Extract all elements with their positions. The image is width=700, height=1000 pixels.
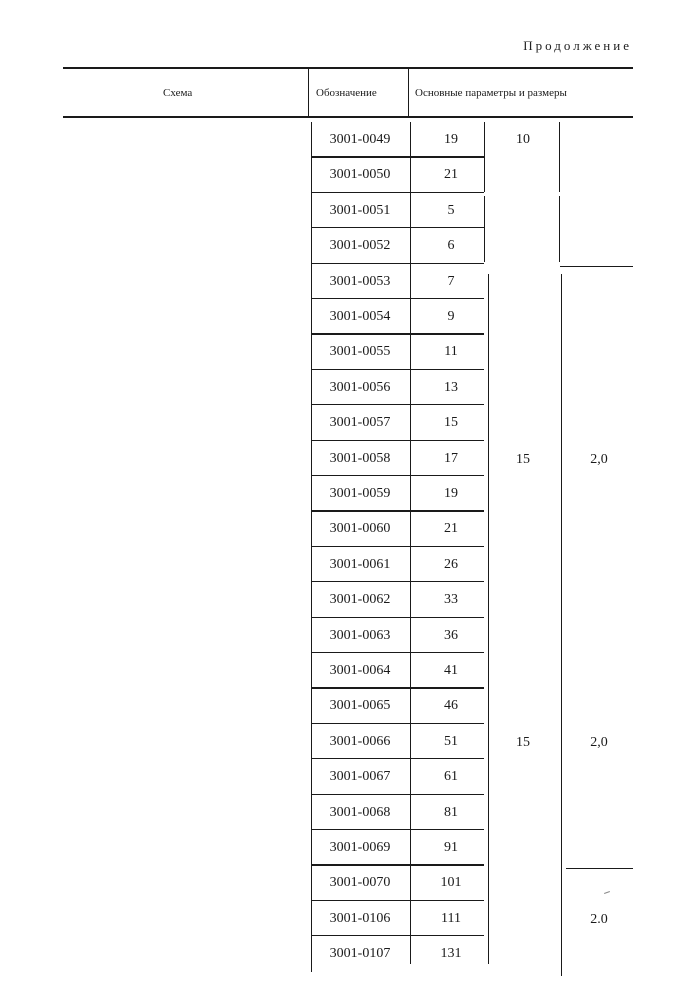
row-separator bbox=[312, 192, 484, 193]
row-separator bbox=[312, 794, 484, 795]
col-rule-param2 bbox=[488, 274, 489, 964]
col-rule-param3 bbox=[561, 274, 562, 976]
row-designation: 3001-0051 bbox=[329, 202, 391, 218]
continuation-label: Продолжение bbox=[523, 38, 632, 53]
row-designation: 3001-0069 bbox=[329, 840, 391, 855]
row-separator bbox=[312, 156, 484, 157]
row-param1: 101 bbox=[440, 875, 462, 891]
group2-param2: 15 bbox=[516, 452, 530, 467]
header-params: Основные параметры и размеры bbox=[415, 87, 567, 99]
group4-param3: 2.0 bbox=[590, 912, 608, 927]
group3-param2: 15 bbox=[516, 735, 530, 750]
row-designation: 3001-0066 bbox=[329, 733, 391, 749]
row-designation: 3001-0056 bbox=[329, 379, 391, 395]
row-param1: 131 bbox=[440, 946, 462, 962]
row-param1: 5 bbox=[447, 202, 455, 218]
row-designation: 3001-0061 bbox=[329, 556, 391, 572]
row-separator bbox=[312, 581, 484, 582]
row-separator bbox=[312, 546, 484, 547]
row-param1: 19 bbox=[444, 486, 458, 501]
row-designation: 3001-0062 bbox=[329, 592, 391, 608]
header-divider-1 bbox=[308, 68, 309, 116]
row-param1: 21 bbox=[444, 167, 458, 183]
row-separator bbox=[312, 900, 484, 901]
row-separator bbox=[312, 829, 484, 830]
row-param1: 61 bbox=[444, 769, 458, 785]
row-param1: 19 bbox=[444, 132, 458, 147]
row-param1: 7 bbox=[447, 273, 455, 289]
row-param1: 13 bbox=[444, 379, 458, 395]
col-rule-param2-a bbox=[559, 122, 560, 192]
row-separator bbox=[312, 864, 484, 865]
group-rule-1 bbox=[560, 266, 633, 267]
row-param1: 33 bbox=[444, 592, 458, 608]
row-separator bbox=[312, 298, 484, 299]
stray-mark bbox=[604, 891, 610, 894]
header-scheme: Схема bbox=[163, 87, 193, 99]
col-rule-param1-b bbox=[484, 196, 485, 262]
row-separator bbox=[312, 935, 484, 936]
col-rule-code bbox=[410, 122, 411, 964]
row-separator bbox=[312, 404, 484, 405]
row-designation: 3001-0052 bbox=[329, 238, 391, 254]
row-designation: 3001-0070 bbox=[329, 875, 391, 891]
row-param1: 91 bbox=[444, 840, 458, 855]
row-designation: 3001-0059 bbox=[329, 486, 391, 501]
row-designation: 3001-0053 bbox=[329, 273, 391, 289]
row-designation: 3001-0065 bbox=[329, 698, 391, 714]
header-divider-2 bbox=[408, 68, 409, 116]
header-designation: Обозначение bbox=[316, 87, 377, 99]
header-bottom-rule bbox=[63, 116, 633, 118]
header-top-rule bbox=[63, 67, 633, 69]
group3-param3: 2,0 bbox=[590, 735, 608, 750]
row-designation: 3001-0054 bbox=[329, 309, 391, 324]
row-designation: 3001-0058 bbox=[329, 450, 391, 466]
row-designation: 3001-0055 bbox=[329, 344, 391, 360]
row-designation: 3001-0064 bbox=[329, 663, 391, 678]
row-separator bbox=[312, 687, 484, 688]
row-designation: 3001-0057 bbox=[329, 415, 391, 431]
row-param1: 51 bbox=[444, 733, 458, 749]
row-designation: 3001-0049 bbox=[329, 132, 391, 147]
row-designation: 3001-0063 bbox=[329, 627, 391, 643]
row-param1: 15 bbox=[444, 415, 458, 431]
row-separator bbox=[312, 475, 484, 476]
row-param1: 26 bbox=[444, 556, 458, 572]
row-designation: 3001-0068 bbox=[329, 804, 391, 820]
row-separator bbox=[312, 227, 484, 228]
row-param1: 9 bbox=[447, 309, 455, 324]
row-param1: 111 bbox=[441, 910, 461, 926]
row-separator bbox=[312, 758, 484, 759]
row-separator bbox=[312, 652, 484, 653]
group-rule-2 bbox=[566, 868, 633, 869]
row-param1: 17 bbox=[444, 450, 458, 466]
row-separator bbox=[312, 723, 484, 724]
col-rule-left bbox=[311, 122, 312, 972]
row-param1: 6 bbox=[447, 238, 455, 254]
row-separator bbox=[312, 440, 484, 441]
row-designation: 3001-0106 bbox=[329, 910, 391, 926]
row-param1: 41 bbox=[444, 663, 458, 678]
row-param1: 46 bbox=[444, 698, 458, 714]
row-separator bbox=[312, 510, 484, 511]
row-param1: 11 bbox=[444, 344, 458, 360]
row-designation: 3001-0067 bbox=[329, 769, 391, 785]
row-separator bbox=[312, 333, 484, 334]
col-rule-param1-a bbox=[484, 122, 485, 192]
row-param1: 81 bbox=[444, 804, 458, 820]
row-designation: 3001-0060 bbox=[329, 521, 391, 537]
row-separator bbox=[312, 263, 484, 264]
row-designation: 3001-0107 bbox=[329, 946, 391, 962]
row-separator bbox=[312, 369, 484, 370]
row-separator bbox=[312, 617, 484, 618]
row-param1: 21 bbox=[444, 521, 458, 537]
col-rule-param2-b bbox=[559, 196, 560, 262]
group2-param3: 2,0 bbox=[590, 452, 608, 467]
row-param1: 36 bbox=[444, 627, 458, 643]
group1-param2: 10 bbox=[516, 132, 530, 147]
row-designation: 3001-0050 bbox=[329, 167, 391, 183]
